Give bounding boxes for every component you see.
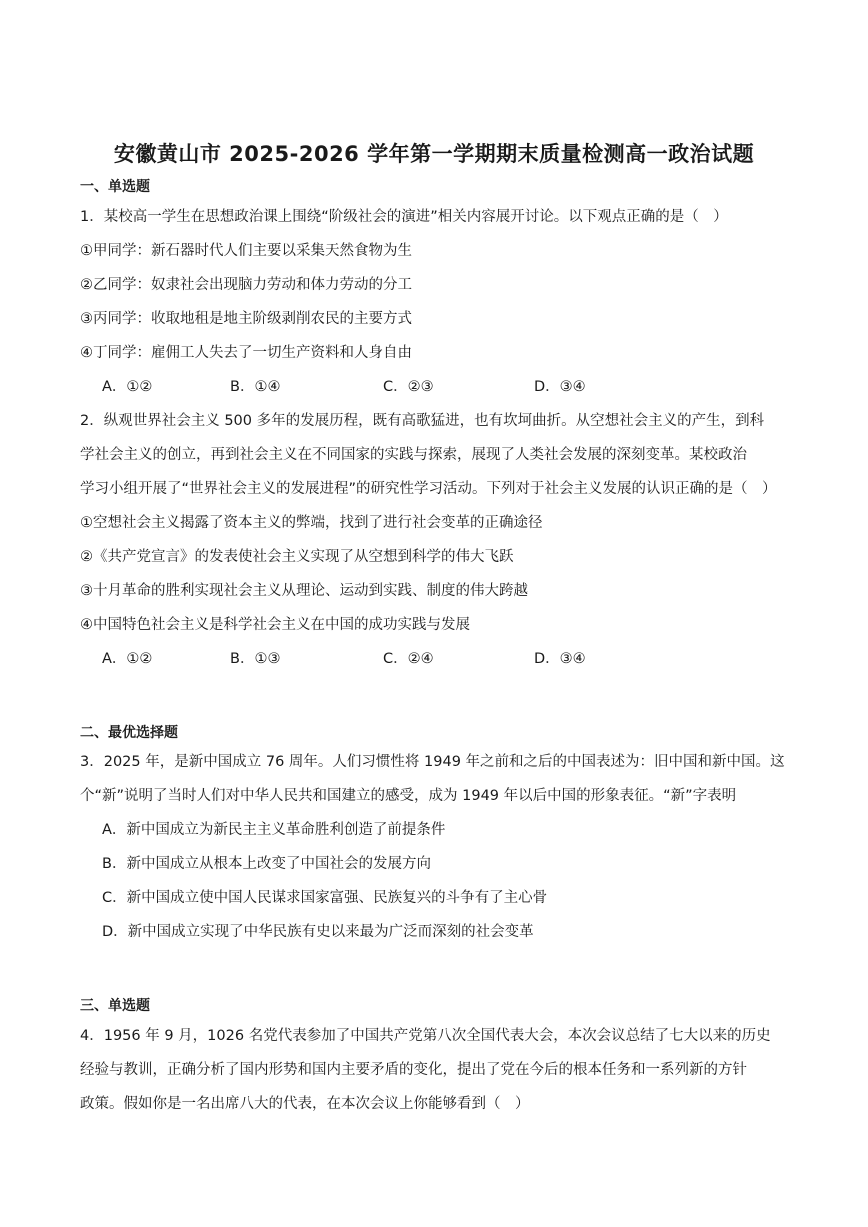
question-2-option-b: B．①③ [230,651,281,667]
question-3-option-c: C．新中国成立使中国人民谋求国家富强、民族复兴的斗争有了主心骨 [102,890,548,906]
question-1-item: ③丙同学：收取地租是地主阶级剥削农民的主要方式 [80,311,412,327]
question-3-stem: 3．2025 年，是新中国成立 76 周年。人们习惯性将 1949 年之前和之后的中国表述为：旧中国和新中国。这 [80,754,785,770]
section-heading-single-choice-3: 三、单选题 [80,998,150,1014]
question-1-item: ④丁同学：雇佣工人失去了一切生产资料和人身自由 [80,345,412,361]
question-1-stem: 1．某校高一学生在思想政治课上围绕“阶级社会的演进”相关内容展开讨论。以下观点正确的是（ ） [80,209,728,225]
question-3-option-a: A．新中国成立为新民主主义革命胜利创造了前提条件 [102,822,446,838]
section-heading-single-choice: 一、单选题 [80,179,150,195]
question-2-option-a: A．①② [102,651,153,667]
question-1-option-b: B．①④ [230,379,281,395]
question-2-item: ①空想社会主义揭露了资本主义的弊端，找到了进行社会变革的正确途径 [80,515,543,531]
question-1-item: ①甲同学：新石器时代人们主要以采集天然食物为生 [80,243,412,259]
question-2-item: ③十月革命的胜利实现社会主义从理论、运动到实践、制度的伟大跨越 [80,583,528,599]
question-4-stem: 4．1956 年 9 月，1026 名党代表参加了中国共产党第八次全国代表大会，本次会议总结了七大以来的历史 [80,1028,771,1044]
page-title: 安徽黄山市 2025-2026 学年第一学期期末质量检测高一政治试题 [113,142,755,166]
question-3-stem: 个“新”说明了当时人们对中华人民共和国建立的感受，成为 1949 年以后中国的形象表征。“新”字表明 [80,788,737,804]
question-1-option-a: A．①② [102,379,153,395]
section-heading-best-choice: 二、最优选择题 [80,725,178,741]
question-3-option-b: B．新中国成立从根本上改变了中国社会的发展方向 [102,856,431,872]
question-4-stem: 经验与教训，正确分析了国内形势和国内主要矛盾的变化，提出了党在今后的根本任务和一系列新的方针 [80,1062,747,1078]
question-2-stem: 学社会主义的创立，再到社会主义在不同国家的实践与探索，展现了人类社会发展的深刻变革。某校政治 [80,447,747,463]
question-1-option-d: D．③④ [534,379,586,395]
question-4-stem: 政策。假如你是一名出席八大的代表，在本次会议上你能够看到（ ） [80,1096,530,1112]
question-2-option-d: D．③④ [534,651,586,667]
question-2-stem: 学习小组开展了“世界社会主义的发展进程”的研究性学习活动。下列对于社会主义发展的认识正确的是（ ） [80,481,777,497]
question-1-option-c: C．②③ [383,379,434,395]
question-2-stem: 2．纵观世界社会主义 500 多年的发展历程，既有高歌猛进，也有坎坷曲折。从空想社会主义的产生，到科 [80,413,765,429]
question-1-item: ②乙同学：奴隶社会出现脑力劳动和体力劳动的分工 [80,277,412,293]
question-2-option-c: C．②④ [383,651,434,667]
question-2-item: ④中国特色社会主义是科学社会主义在中国的成功实践与发展 [80,617,470,633]
question-3-option-d: D．新中国成立实现了中华民族有史以来最为广泛而深刻的社会变革 [102,924,534,940]
question-2-item: ②《共产党宣言》的发表使社会主义实现了从空想到科学的伟大飞跃 [80,549,514,565]
